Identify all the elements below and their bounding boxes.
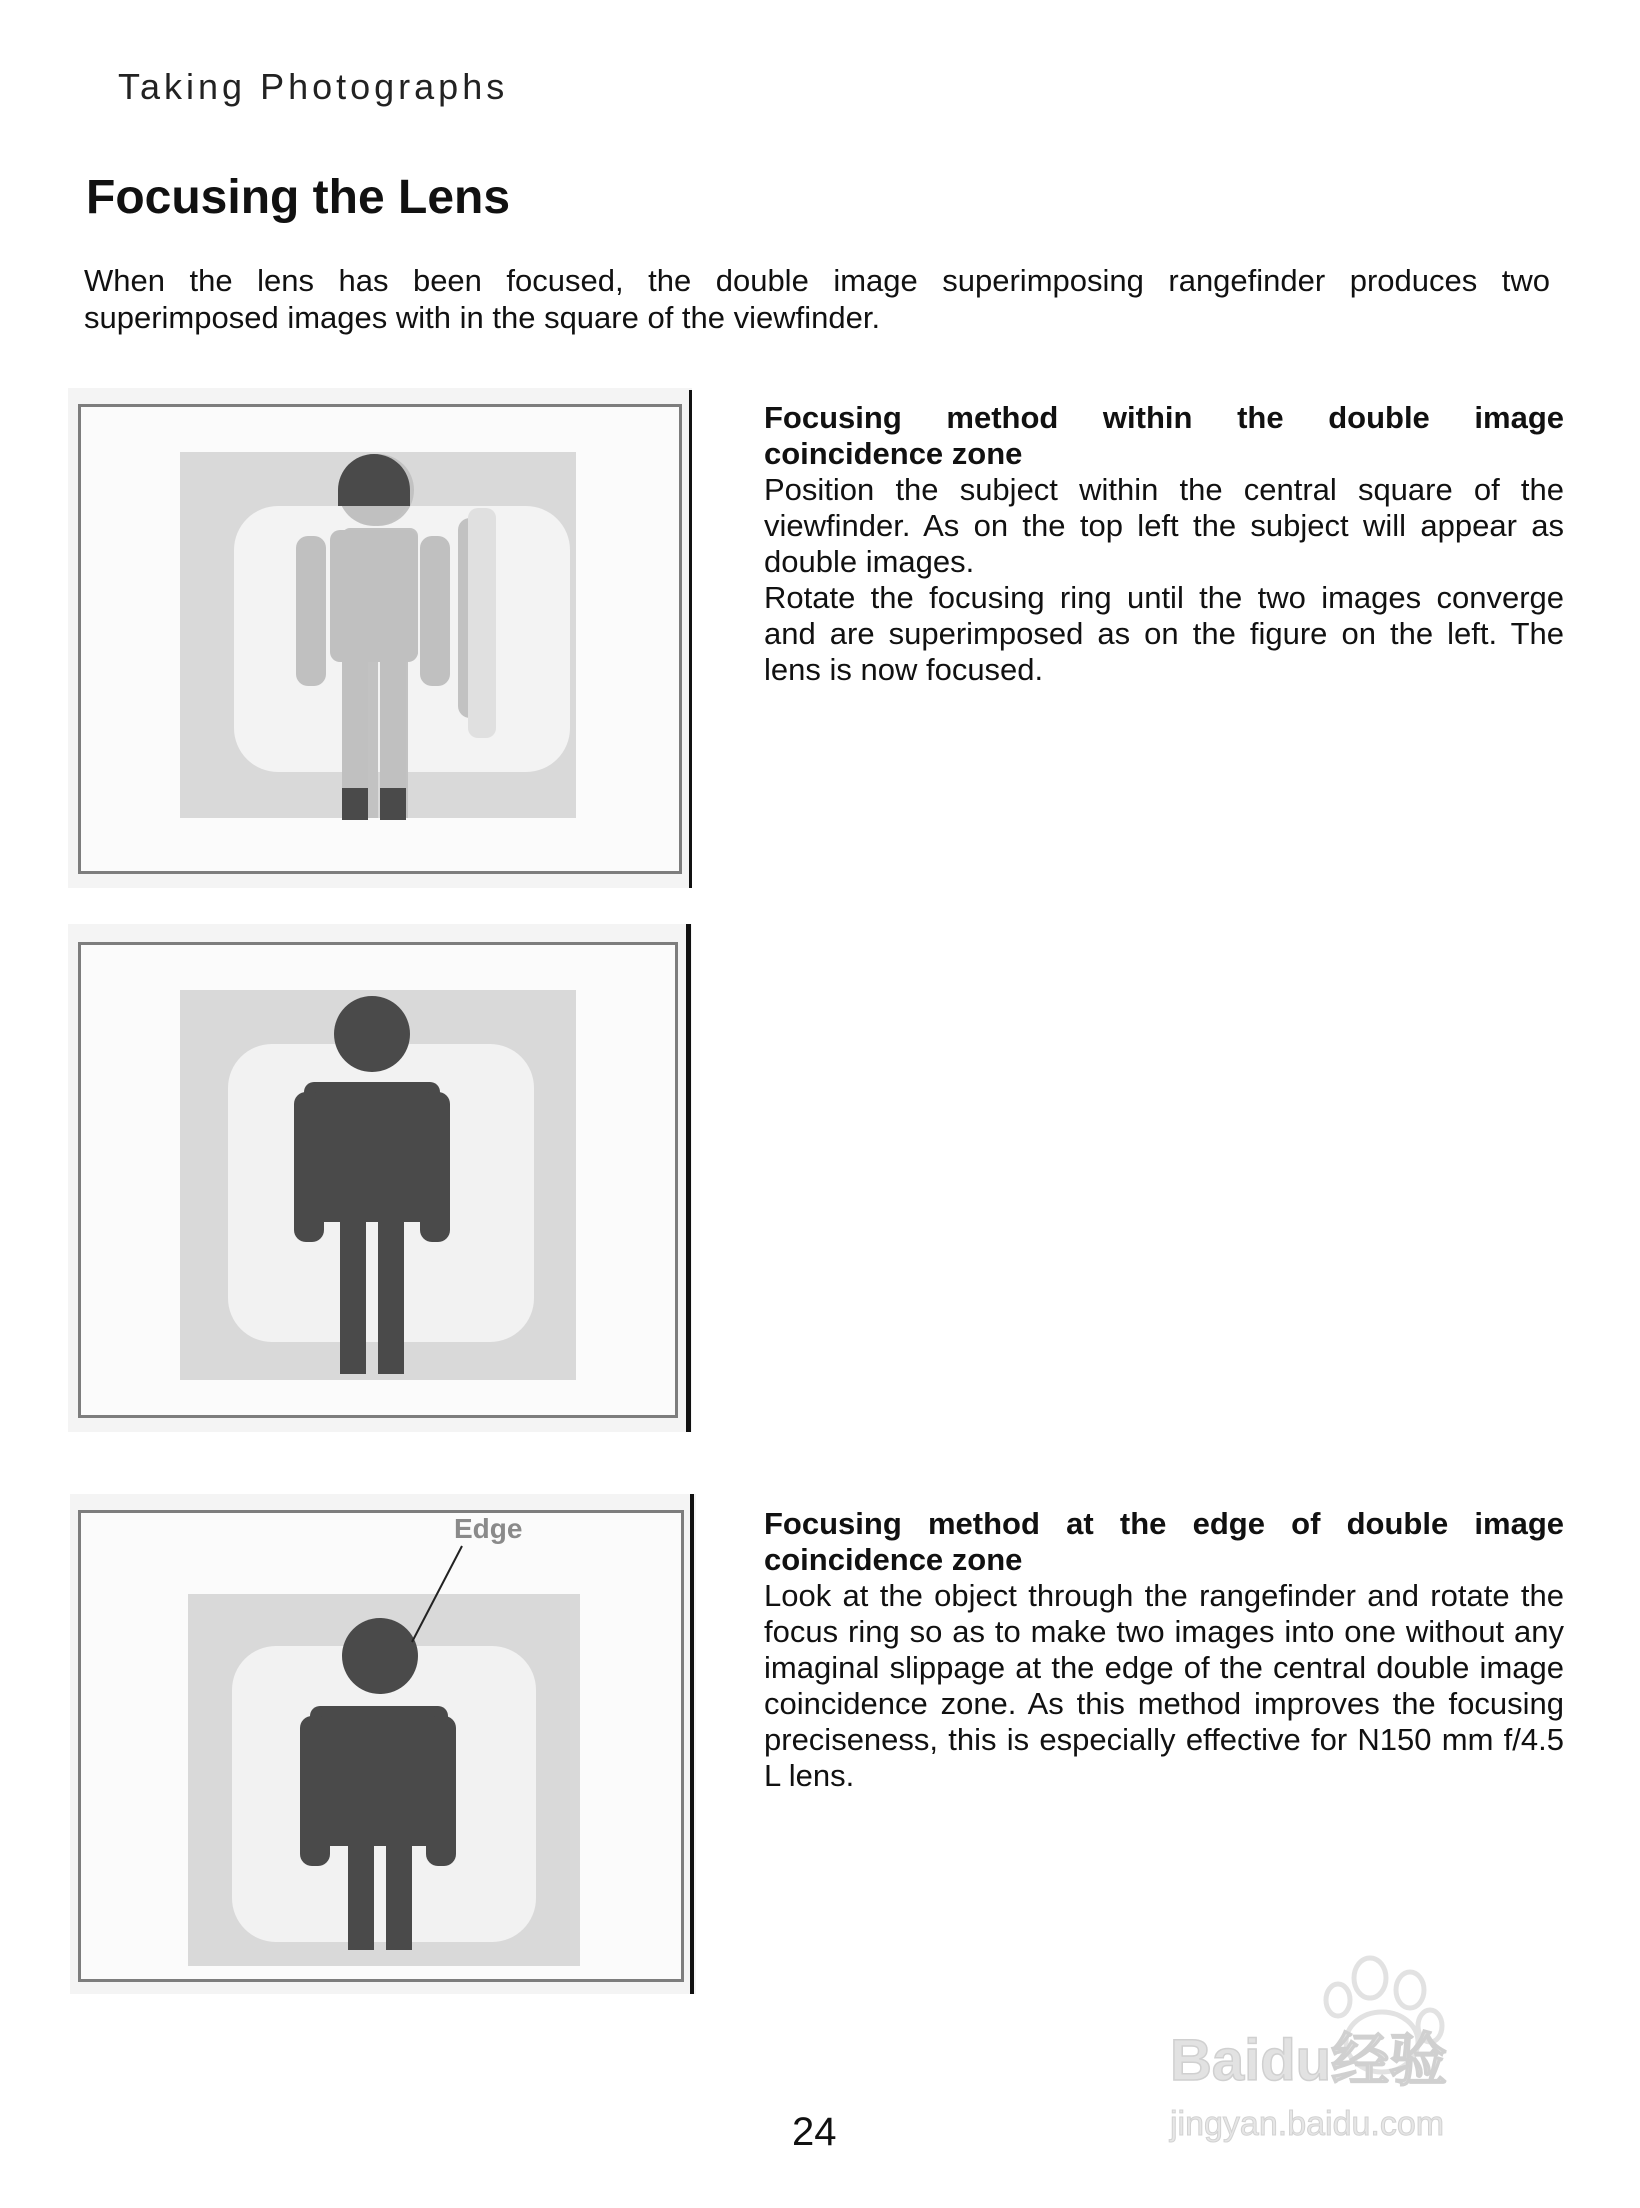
section-paragraph: Position the subject within the central square of the viewfinder. As on the top left the subject will appear as double images.	[764, 472, 1564, 579]
paw-logo-icon	[1160, 1950, 1550, 2150]
section-edge-zone	[764, 1506, 1564, 1794]
baidu-watermark	[1160, 1950, 1550, 2150]
section-paragraph: Rotate the focusing ring until the two images converge and are superimposed as on the figure on the left. The lens is now focused.	[764, 580, 1564, 687]
figure-focused-image	[68, 924, 692, 1432]
double-image-illustration	[68, 388, 692, 888]
section-paragraph: Look at the object through the rangefinder and rotate the focus ring so as to make two images into one without any imaginal slippage at the edge of the central double image coincidence zone. As this method improves the focusing preciseness, this is especially effective for N150 mm f/4.5 L lens.	[764, 1578, 1564, 1793]
running-header: Taking Photographs	[118, 66, 509, 107]
focused-image-illustration	[68, 924, 692, 1432]
figure-edge-method	[70, 1494, 696, 1994]
page-number: 24	[792, 2110, 837, 2154]
section-within-zone	[764, 400, 1564, 688]
watermark-url: jingyan.baidu.com	[1170, 2105, 1445, 2143]
section-heading: Focusing method at the edge of double image coincidence zone	[764, 1506, 1564, 1577]
edge-method-illustration	[70, 1494, 696, 1994]
page-title: Focusing the Lens	[86, 171, 511, 224]
section-heading: Focusing method within the double image coincidence zone	[764, 400, 1564, 471]
figure-double-image	[68, 388, 692, 888]
watermark-brand: Baidu经验	[1170, 2028, 1448, 2093]
edge-label: Edge	[454, 1513, 523, 1544]
intro-paragraph: When the lens has been focused, the double image superimposing rangefinder produces two superimposed images with in the square of the viewfinder.	[84, 263, 1550, 335]
